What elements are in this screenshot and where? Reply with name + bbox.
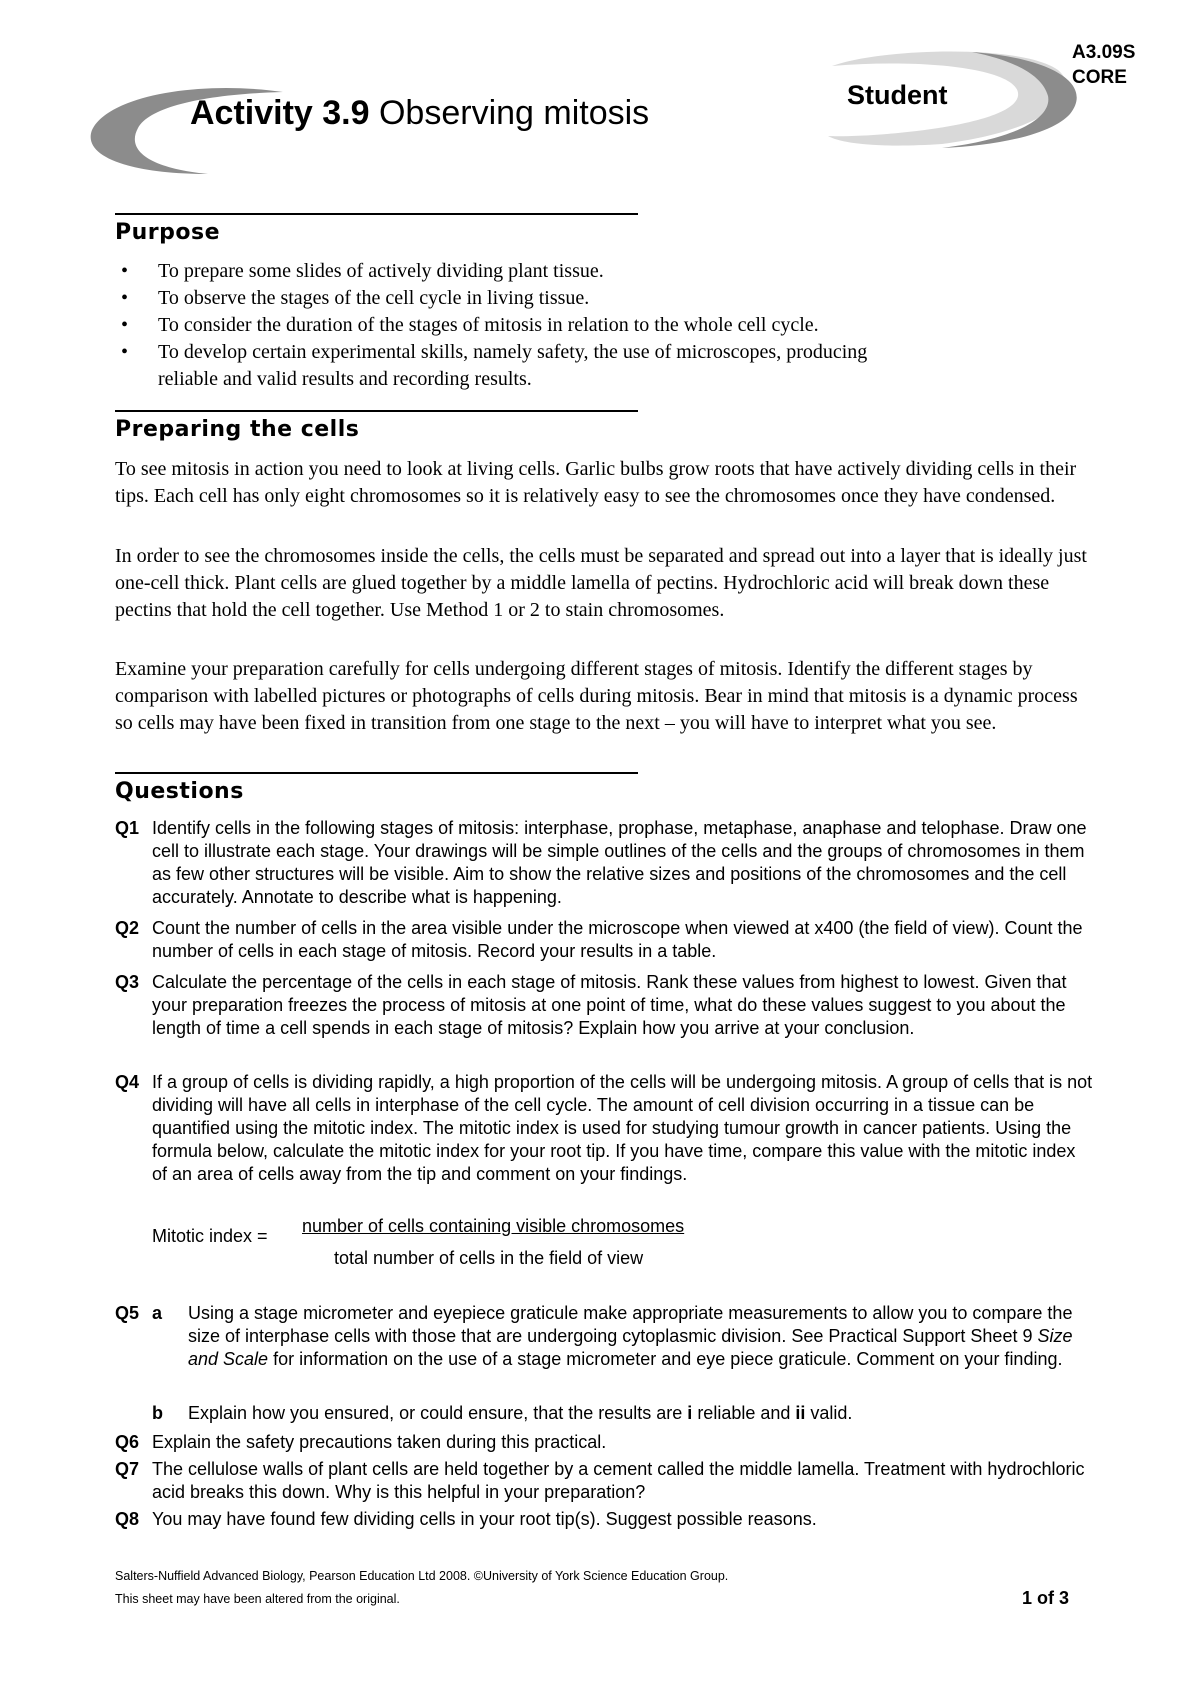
section-rule [115,410,638,412]
footer-copyright: Salters-Nuffield Advanced Biology, Pearson Education Ltd 2008. ©University of York Science Education Group. [115,1569,729,1583]
question-q5b [115,1402,1095,1425]
activity-code-line2: CORE [1072,67,1127,88]
question-part-label: b [152,1403,163,1423]
purpose-item-text: To consider the duration of the stages of mitosis in relation to the whole cell cycle. [158,314,819,336]
bullet-icon: • [121,260,129,282]
question-number: Q1 [115,818,140,838]
q5a-text-2: for information on the use of a stage micrometer and eye piece graticule. Comment on your finding. [268,1349,1063,1369]
question-q1 [115,817,1095,909]
purpose-item-text: To observe the stages of the cell cycle in living tissue. [158,287,590,309]
question-text: You may have found few dividing cells in your root tip(s). Suggest possible reasons. [152,1509,817,1529]
question-number: Q5 [115,1303,140,1323]
purpose-heading: Purpose [115,220,221,245]
title-activity-number: Activity 3.9 [190,94,370,132]
question-number: Q6 [115,1432,140,1452]
preparing-paragraph-1: To see mitosis in action you need to look at living cells. Garlic bulbs grow roots that have actively dividing cells in their tips. Each cell has only eight chromosomes so it is relatively easy to see the chromosomes once they have condensed. [115,458,1077,507]
question-q7 [115,1458,1095,1504]
question-q5a [115,1302,1095,1371]
title-text: Observing mitosis [369,94,650,132]
formula-denominator: total number of cells in the field of view [334,1248,644,1268]
bullet-icon: • [121,314,129,336]
question-number: Q3 [115,972,140,992]
page-number: 1 of 3 [1022,1588,1070,1608]
q5a-text-1: Using a stage micrometer and eyepiece graticule make appropriate measurements to allow you to compare the size of interphase cells with those that are undergoing cytoplasmic division. See Practical Support Sheet 9 [188,1303,1073,1346]
question-text: The cellulose walls of plant cells are held together by a cement called the middle lamella. Treatment with hydrochloric acid breaks this down. Why is this helpful in your preparation? [152,1459,1085,1502]
questions-heading: Questions [115,779,244,804]
section-rule [115,772,638,774]
question-q6 [115,1431,1095,1454]
purpose-item [118,258,1078,285]
page-title [190,94,649,133]
purpose-item [118,312,1078,339]
formula-numerator: number of cells containing visible chromosomes [302,1216,685,1236]
preparing-paragraph-2: In order to see the chromosomes inside the cells, the cells must be separated and spread out into a layer that is ideally just one-cell thick. Plant cells are glued together by a middle lamella of pectins. Hydrochloric acid will break down these pectins that hold the cell together. Use Method 1 or 2 to stain chromosomes. [115,545,1087,621]
q5b-bold-1: i [687,1403,693,1423]
question-text: Count the number of cells in the area visible under the microscope when viewed at x400 (the field of view). Count the number of cells in each stage of mitosis. Record your results in a table. [152,918,1083,961]
formula-label: Mitotic index = [152,1226,268,1246]
bullet-icon: • [121,287,129,309]
q5b-bold-2: ii [795,1403,806,1423]
question-text: Calculate the percentage of the cells in each stage of mitosis. Rank these values from highest to lowest. Given that your preparation freezes the process of mitosis at one point of time, what do these values suggest to you about the length of time a cell spends in each stage of mitosis? Explain how you arrive at your conclusion. [152,972,1067,1038]
question-text: If a group of cells is dividing rapidly, a high proportion of the cells will be undergoing mitosis. A group of cells that is not dividing will have all cells in interphase of the cell cycle. The amount of cell division occurring in a tissue can be quantified using the mitotic index. The mitotic index is used for studying tumour growth in cancer patients. Using the formula below, calculate the mitotic index for your root tip. If you have time, compare this value with the mitotic index of an area of cells away from the tip and comment on your findings. [152,1072,1093,1184]
q5b-text-2: reliable and [692,1403,796,1423]
question-q3 [115,971,1095,1040]
question-number: Q2 [115,918,140,938]
activity-code [1072,40,1135,90]
question-number: Q4 [115,1072,140,1092]
question-text: Explain the safety precautions taken during this practical. [152,1432,607,1452]
question-text [188,1402,1095,1425]
q5b-text-1: Explain how you ensured, or could ensure, that the results are [188,1403,688,1423]
purpose-item-text: To develop certain experimental skills, namely safety, the use of microscopes, producing reliable and valid results and recording results. [158,341,868,390]
purpose-list [118,258,1078,393]
bullet-icon: • [121,341,129,363]
question-number: Q7 [115,1459,140,1479]
purpose-item-text: To prepare some slides of actively dividing plant tissue. [158,260,604,282]
question-part-label: a [152,1303,163,1323]
question-q8 [115,1508,1095,1531]
footer-note: This sheet may have been altered from the original. [115,1592,400,1606]
preparing-paragraph-3: Examine your preparation carefully for cells undergoing different stages of mitosis. Identify the different stages by comparison with labelled pictures or photographs of cells during mitosis. Bear in mind that mitosis is a dynamic process so cells may have been fixed in transition from one stage to the next – you will have to interpret what you see. [115,658,1078,734]
question-q2 [115,917,1095,963]
q5a-text-italic: Size and Scale [188,1326,1073,1369]
question-text: Identify cells in the following stages of mitosis: interphase, prophase, metaphase, anaphase and telophase. Draw one cell to illustrate each stage. Your drawings will be simple outlines of the cells and the groups of chromosomes in them as few other structures will be visible. Aim to show the relative sizes and positions of the chromosomes and the cell accurately. Annotate to describe what is happening. [152,818,1087,907]
question-number: Q8 [115,1509,140,1529]
activity-code-line1: A3.09S [1072,42,1136,63]
section-rule [115,213,638,215]
purpose-item [118,339,918,393]
audience-badge: Student [847,80,948,110]
preparing-heading: Preparing the cells [115,417,360,442]
q5b-text-3: valid. [805,1403,853,1423]
question-text [188,1302,1095,1371]
question-q4 [115,1071,1095,1186]
purpose-item [118,285,1078,312]
